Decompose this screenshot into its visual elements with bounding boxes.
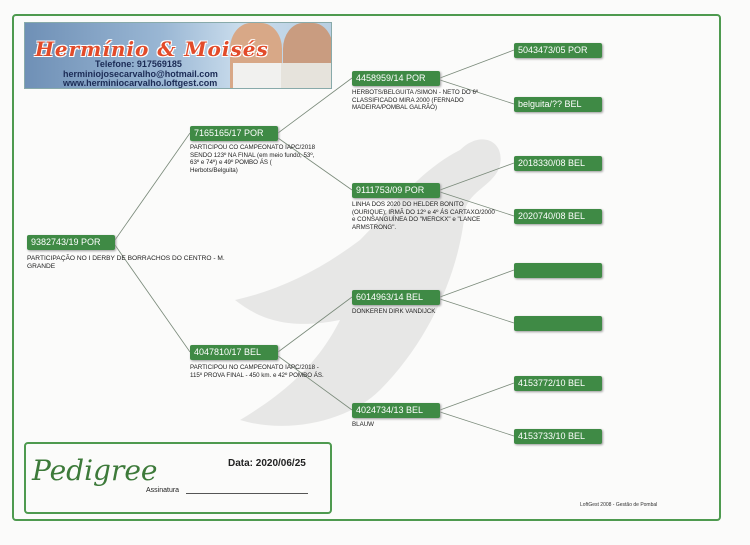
date: Data: 2020/06/25 [228, 458, 306, 469]
email: herminiojosecarvalho@hotmail.com [63, 69, 218, 79]
sire-dam-ring[interactable]: 9111753/09 POR [352, 183, 440, 198]
subject-note: PARTICIPAÇÃO NO I DERBY DE BORRACHOS DO CENTRO - M. GRANDE [27, 255, 225, 270]
ggp-6-ring[interactable] [514, 316, 602, 331]
brand-name: Hermínio & Moisés [35, 37, 269, 61]
ggp-7-ring[interactable]: 4153772/10 BEL [514, 376, 602, 391]
sire-sire-note: HERBOTS/BELGUITA /SIMON - NETO DO 6º CLASSIFICADO MIRA 2000 (FERNADO MADEIRA/POMBAL GALRÃO) [352, 89, 479, 111]
dam-sire-note: DONKEREN DIRK VANDIJCK [352, 308, 436, 315]
dam-dam-ring[interactable]: 4024734/13 BEL [352, 403, 440, 418]
dam-sire-ring[interactable]: 6014963/14 BEL [352, 290, 440, 305]
phone: Telefone: 917569185 [95, 59, 182, 69]
dam-note: PARTICIPOU NO CAMPEONATO IAPC/2018 - 115º PROVA FINAL - 450 km. e 42º POMBO ÁS. [190, 364, 324, 379]
dam-dam-note: BLAUW [352, 421, 375, 428]
ggp-2-ring[interactable]: belguita/?? BEL [514, 97, 602, 112]
subject-ring[interactable]: 9382743/19 POR [27, 235, 115, 250]
pedigree-label: Pedigree [32, 454, 158, 487]
ggp-8-ring[interactable]: 4153733/10 BEL [514, 429, 602, 444]
dam-ring[interactable]: 4047810/17 BEL [190, 345, 278, 360]
sire-ring[interactable]: 7165165/17 POR [190, 126, 278, 141]
sire-dam-note: LINHA DOS 2020 DO HELDER BONITO (OURIQUE); IRMÃ DO 12º e 4º ÁS CARTAXO/2000 e CONSANGUÍNEA DO "MERCKX" e "LANCE ARMSTRONG". [352, 201, 495, 231]
website: www.herminiocarvalho.loftgest.com [63, 78, 218, 88]
software-credit: LoftGest 2008 - Gestão de Pombal [580, 502, 658, 508]
ggp-5-ring[interactable] [514, 263, 602, 278]
sire-sire-ring[interactable]: 4458959/14 POR [352, 71, 440, 86]
signature-label: Assinatura [146, 487, 180, 494]
sire-note: PARTICIPOU CO CAMPEONATO IAPC/2018 SENDO 123º NA FINAL (em meio fundo, 53º, 63º e 74º) e 49º POMBO ÁS ( Herbots/Belguita) [190, 144, 316, 174]
signature-line[interactable] [186, 493, 308, 494]
ggp-1-ring[interactable]: 5043473/05 POR [514, 43, 602, 58]
ggp-4-ring[interactable]: 2020740/08 BEL [514, 209, 602, 224]
ggp-3-ring[interactable]: 2018330/08 BEL [514, 156, 602, 171]
